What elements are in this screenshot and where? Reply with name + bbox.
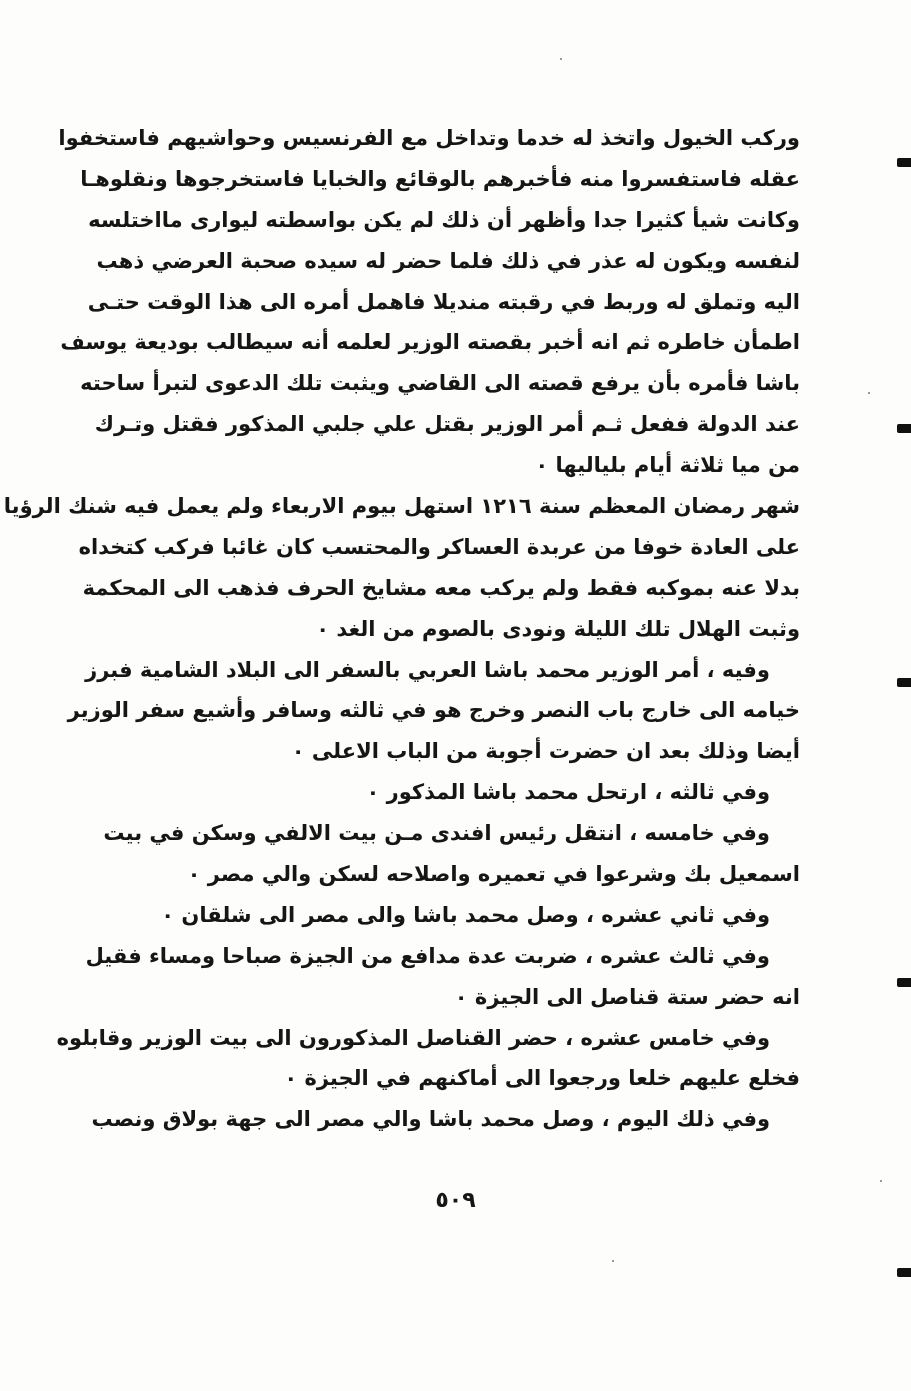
- scan-speck: [880, 1180, 882, 1182]
- text-line-16: أيضا وذلك بعد ان حضرت أجوبة من الباب الاعلى ٠: [291, 739, 800, 764]
- text-line-13: وثبت الهلال تلك الليلة ونودى بالصوم من الغد ٠: [316, 616, 800, 641]
- text-line-15: خيامه الى خارج باب النصر وخرج هو في ثالثه وسافر وأشيع سفر الوزير: [67, 698, 800, 723]
- text-line-5: اليه وتملق له وربط في رقبته منديلا فاهمل أمره الى هذا الوقت حتـى: [87, 289, 800, 314]
- scan-speck: [560, 58, 562, 60]
- text-line-20: وفي ثاني عشره ، وصل محمد باشا والى مصر الى شلقان ٠: [161, 902, 770, 927]
- text-line-7: باشا فأمره بأن يرفع قصته الى القاضي ويثبت تلك الدعوى لتبرأ ساحته: [80, 371, 800, 396]
- edge-mark: [897, 424, 911, 433]
- text-line-2: عقله فاستفسروا منه فأخبرهم بالوقائع والخبايا فاستخرجوها ونقلوهـا: [80, 166, 800, 191]
- text-line-9: من ميا ثلاثة أيام بلياليها ٠: [535, 453, 800, 478]
- text-line-18: وفي خامسه ، انتقل رئيس افندى مـن بيت الالفي وسكن في بيت: [103, 821, 770, 846]
- body-text: [3, 118, 800, 1140]
- text-line-4: لنفسه ويكون له عذر في ذلك فلما حضر له سيده صحبة العرضي ذهب: [96, 248, 800, 273]
- edge-mark: [897, 158, 911, 167]
- text-line-12: بدلا عنه بموكبه فقط ولم يركب معه مشايخ الحرف فذهب الى المحكمة: [82, 575, 800, 600]
- edge-mark: [897, 678, 911, 687]
- scan-speck: [612, 1260, 614, 1262]
- text-line-11: على العادة خوفا من عربدة العساكر والمحتسب كان غائبا فركب كتخداه: [78, 534, 800, 559]
- edge-mark: [897, 1268, 911, 1277]
- text-line-3: وكانت شيأ كثيرا جدا وأظهر أن ذلك لم يكن بواسطته ليوارى مااختلسه: [88, 207, 800, 232]
- page-number: ٥٠٩: [435, 1188, 476, 1213]
- text-line-14: وفيه ، أمر الوزير محمد باشا العربي بالسفر الى البلاد الشامية فبرز: [85, 657, 770, 682]
- text-line-1: وركب الخيول واتخذ له خدما وتداخل مع الفرنسيس وحواشيهم فاستخفوا: [58, 126, 800, 150]
- text-line-17: وفي ثالثه ، ارتحل محمد باشا المذكور ٠: [366, 780, 770, 805]
- text-line-23: وفي خامس عشره ، حضر القناصل المذكورون الى بيت الوزير وقابلوه: [56, 1025, 770, 1050]
- text-line-22: انه حضر ستة قناصل الى الجيزة ٠: [454, 984, 800, 1009]
- text-line-25: وفي ذلك اليوم ، وصل محمد باشا والي مصر الى جهة بولاق ونصب: [91, 1107, 770, 1132]
- scan-speck: [868, 392, 870, 394]
- text-line-19: اسمعيل بك وشرعوا في تعميره واصلاحه لسكن والي مصر ٠: [187, 862, 800, 887]
- text-line-10: شهر رمضان المعظم سنة ١٢١٦ استهل بيوم الاربعاء ولم يعمل فيه شنك الرؤيا: [3, 494, 800, 519]
- text-line-6: اطمأن خاطره ثم انه أخبر بقصته الوزير لعلمه أنه سيطالب بوديعة يوسف: [60, 330, 800, 355]
- text-line-8: عند الدولة ففعل ثـم أمر الوزير بقتل علي جلبي المذكور فقتل وتـرك: [94, 412, 800, 437]
- text-line-24: فخلع عليهم خلعا ورجعوا الى أماكنهم في الجيزة ٠: [284, 1066, 800, 1091]
- text-line-21: وفي ثالث عشره ، ضربت عدة مدافع من الجيزة صباحا ومساء فقيل: [85, 943, 770, 968]
- edge-mark: [897, 978, 911, 987]
